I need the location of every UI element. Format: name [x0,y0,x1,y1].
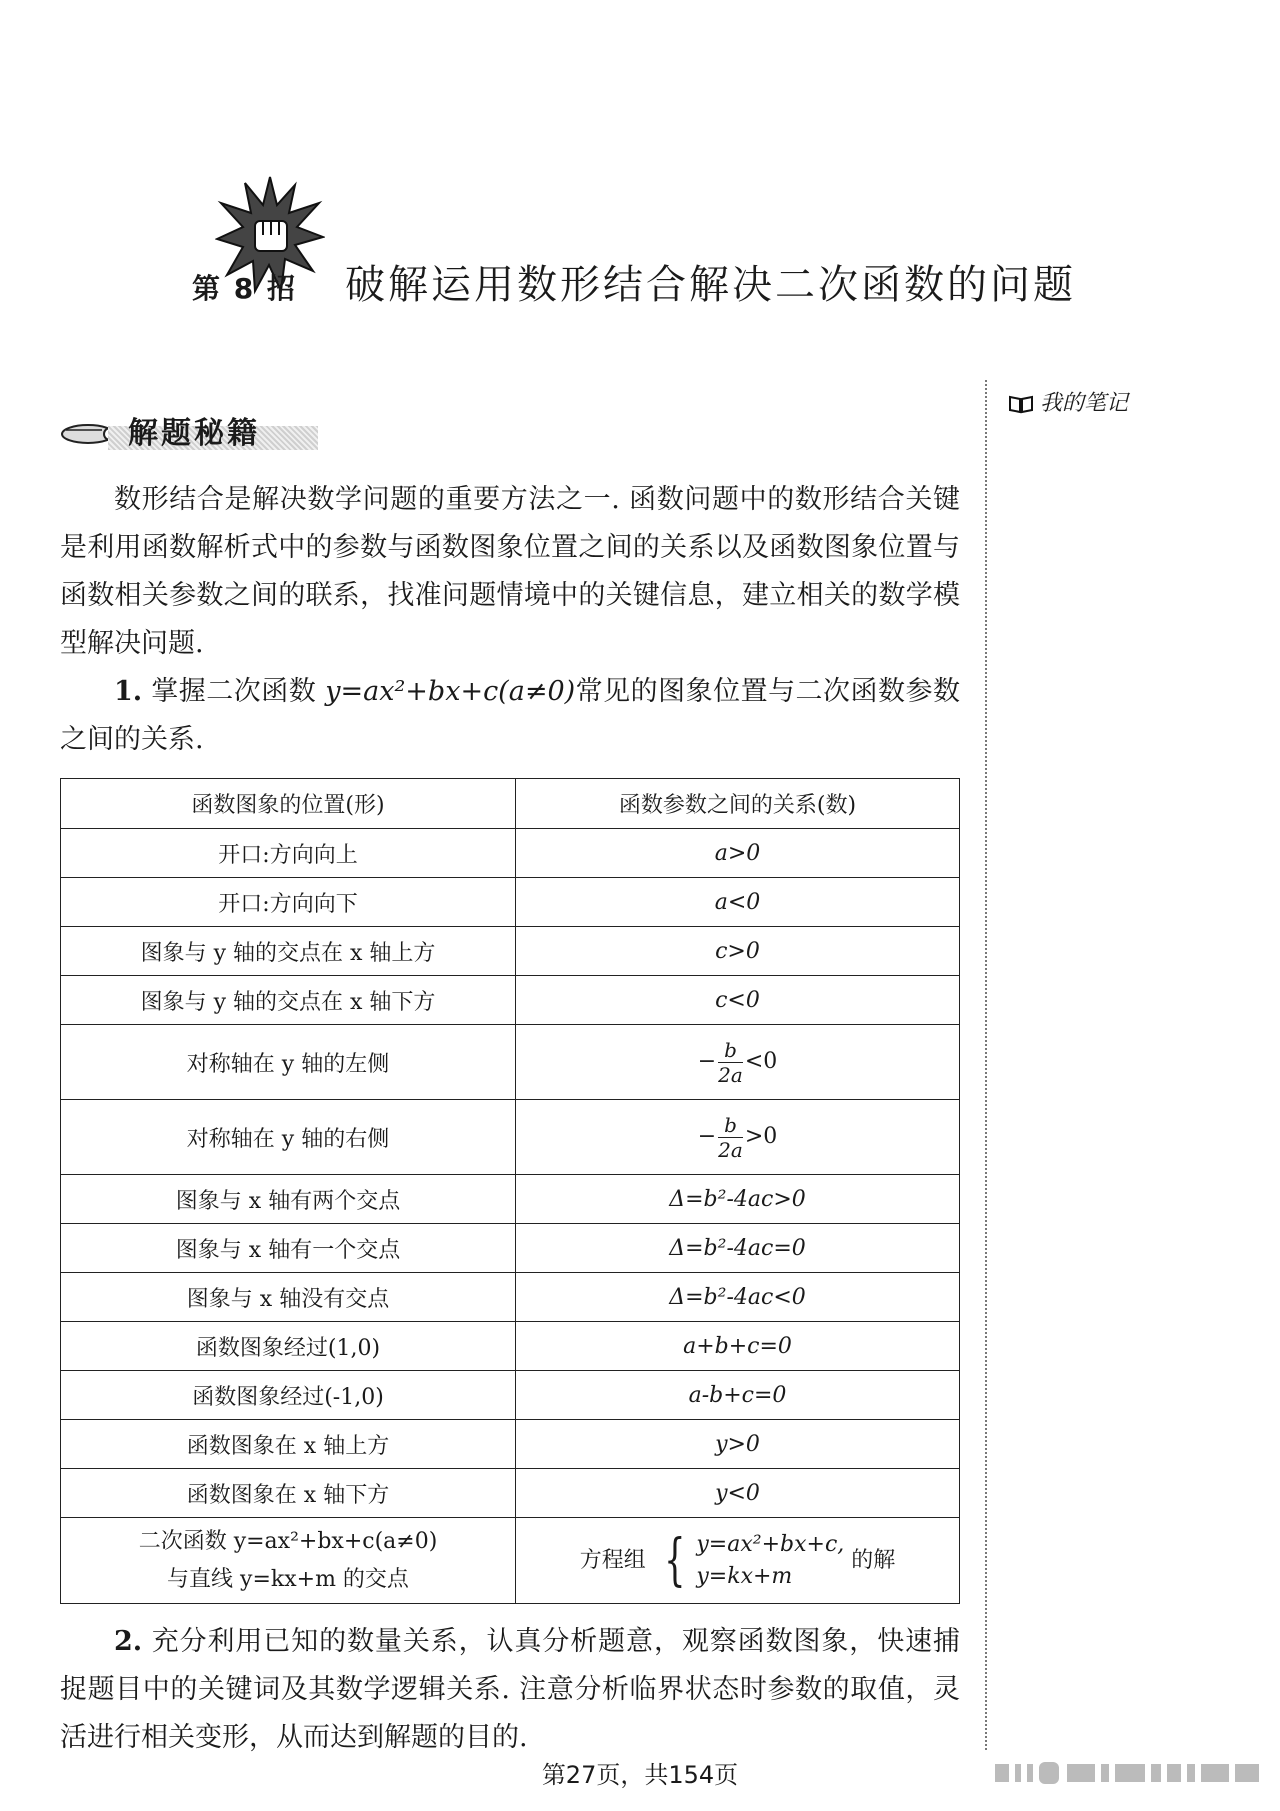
table-cell-position: 对称轴在 y 轴的左侧 [61,1025,516,1100]
table-cell-position: 对称轴在 y 轴的右侧 [61,1100,516,1175]
table-row [61,1469,960,1518]
table-cell-relation: y<0 [516,1469,960,1518]
system-suffix: 的解 [851,1547,896,1573]
table-cell-position [61,1518,516,1604]
system-prefix: 方程组 [579,1547,646,1573]
point-1-suffix: 常见的图象位置与二次函数参数之间的关系. [60,676,960,755]
table-row [61,1175,960,1224]
notes-divider [985,380,987,1750]
table-row [61,829,960,878]
table-cell-position: 开口:方向向上 [61,829,516,878]
point-1 [60,668,960,764]
table-cell-relation: c>0 [516,927,960,976]
notes-label: 我的笔记 [1040,391,1129,416]
point-1-number: 1. [114,676,143,707]
table-cell-relation: a-b+c=0 [516,1371,960,1420]
table-cell-relation: Δ=b²-4ac<0 [516,1273,960,1322]
table-cell-position: 图象与 y 轴的交点在 x 轴上方 [61,927,516,976]
table-cell-relation: c<0 [516,976,960,1025]
intersection-line-2: 与直线 y=kx+m 的交点 [167,1566,409,1592]
point-1-formula: y=ax²+bx+c(a≠0) [325,676,576,707]
table-cell-relation: a+b+c=0 [516,1322,960,1371]
fraction-relation: − $\frac{b}{2a}$ >0 [697,1112,778,1162]
equation-system [653,1529,845,1593]
table-cell-relation [516,1518,960,1604]
page-footer: 第27页，共154页 [541,1761,739,1789]
equation-1: y=ax²+bx+c, [696,1531,845,1557]
brace-icon: { [663,1527,686,1593]
notes-header [1008,386,1128,417]
point-2-number: 2. [114,1626,143,1657]
table-cell-relation: Δ=b²-4ac=0 [516,1224,960,1273]
table-row [61,1224,960,1273]
open-book-icon [1008,394,1034,414]
table-cell-position: 图象与 x 轴没有交点 [61,1273,516,1322]
point-1-prefix: 掌握二次函数 [151,676,317,707]
intersection-line-1: 二次函数 y=ax²+bx+c(a≠0) [138,1528,438,1554]
table-row [61,927,960,976]
table-cell-relation [516,1025,960,1100]
equation-2: y=kx+m [696,1563,793,1589]
table-cell-relation [516,1100,960,1175]
fraction-relation: − $\frac{b}{2a}$ <0 [697,1037,778,1087]
table-cell-position: 函数图象在 x 轴上方 [61,1420,516,1469]
table-row [61,1100,960,1175]
section-title: 解题秘籍 [128,416,260,451]
point-2 [60,1618,960,1762]
table-cell-position: 开口:方向向下 [61,878,516,927]
watermark-logo [995,1760,1265,1786]
chapter-title: 破解运用数形结合解决二次函数的问题 [345,262,1076,308]
table-row [61,1420,960,1469]
table-cell-relation: a<0 [516,878,960,927]
chapter-number: 第 8 招 [192,272,297,305]
table-row [61,1322,960,1371]
intro-paragraph: 数形结合是解决数学问题的重要方法之一. 函数问题中的数形结合关键是利用函数解析式中的参数与函数图象位置之间的关系以及函数图象位置与函数相关参数之间的联系，找准问题情境中的关键信息，建立相关的数学模型解决问题. [60,484,960,659]
table-row [61,1025,960,1100]
table-cell-position: 函数图象经过(-1,0) [61,1371,516,1420]
table-header-shape: 函数图象的位置(形) [61,779,516,829]
table-cell-position: 函数图象经过(1,0) [61,1322,516,1371]
table-row [61,878,960,927]
table-cell-position: 图象与 y 轴的交点在 x 轴下方 [61,976,516,1025]
table-cell-position: 函数图象在 x 轴下方 [61,1469,516,1518]
table-cell-position: 图象与 x 轴有两个交点 [61,1175,516,1224]
table-row [61,1371,960,1420]
table-cell-relation: a>0 [516,829,960,878]
chapter-header [180,175,1076,325]
table-row [61,976,960,1025]
section-header [58,404,318,458]
table-row-intersection [61,1518,960,1604]
table-row [61,1273,960,1322]
table-cell-relation: Δ=b²-4ac>0 [516,1175,960,1224]
table-cell-position: 图象与 x 轴有一个交点 [61,1224,516,1273]
point-2-text: 充分利用已知的数量关系，认真分析题意，观察函数图象，快速捕捉题目中的关键词及其数学逻辑关系. 注意分析临界状态时参数的取值，灵活进行相关变形，从而达到解题的目的. [60,1626,961,1753]
table-header-number: 函数参数之间的关系(数) [516,779,960,829]
table-cell-relation: y>0 [516,1420,960,1469]
relation-table [60,778,960,1604]
